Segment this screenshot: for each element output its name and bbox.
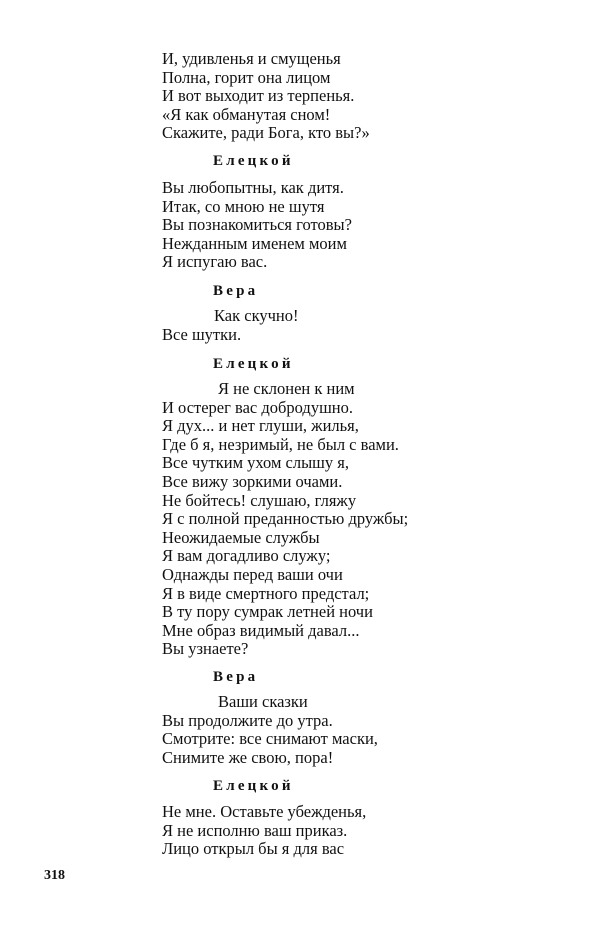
verse-line: Не мне. Оставьте убежденья, [162,802,367,821]
verse-stanza [162,693,378,767]
verse-line: Неожидаемые службы [162,527,320,547]
speaker-name: Елецкой [213,356,294,372]
verse-line: Однажды перед ваши очи [162,564,343,584]
speaker-name: Елецкой [213,778,294,794]
speaker-name: Вера [213,669,259,685]
verse-line: Ваши сказки [218,692,308,711]
verse-line: Вы любопытны, как дитя. [162,178,344,197]
verse-line: Все шутки. [162,324,242,344]
speaker-name: Елецкой [213,153,294,169]
verse-line: Как скучно! [214,306,299,325]
verse-line: Вы продолжите до утра. [162,710,333,730]
verse-line: Все вижу зоркими очами. [162,471,343,491]
verse-stanza [162,50,370,143]
verse-line: И, удивленья и смущенья [162,49,341,68]
verse-line: Снимите же свою, пора! [162,747,334,767]
verse-line: Я не склонен к ним [218,379,355,398]
speaker-name: Вера [213,283,259,299]
verse-line: Я дух... и нет глуши, жилья, [162,416,359,436]
verse-line: Скажите, ради Бога, кто вы?» [162,123,370,143]
verse-stanza [162,380,408,659]
verse-stanza [162,179,352,272]
verse-line: Я в виде смертного предстал; [162,583,370,603]
verse-line: Я испугаю вас. [162,252,268,272]
verse-line: И вот выходит из терпенья. [162,86,355,106]
verse-line: Я с полной преданностью дружбы; [162,509,409,529]
verse-line: Все чутким ухом слышу я, [162,453,349,473]
verse-line: «Я как обманутая сном! [162,104,331,124]
verse-line: Нежданным именем моим [162,233,347,253]
verse-line: Я не исполню ваш приказ. [162,820,348,840]
verse-line: Где б я, незримый, не был с вами. [162,434,399,454]
verse-line: Вы узнаете? [162,639,249,659]
verse-line: Не бойтесь! слушаю, гляжу [162,490,357,510]
verse-line: Смотрите: все снимают маски, [162,729,378,749]
verse-line: Мне образ видимый давал... [162,620,360,640]
verse-stanza [162,803,366,859]
verse-line: Я вам догадливо служу; [162,546,331,566]
verse-line: Вы познакомиться готовы? [162,215,352,235]
verse-line: В ту пору сумрак летней ночи [162,602,373,622]
verse-line: Полна, горит она лицом [162,67,331,87]
page-number: 318 [44,868,65,883]
verse-line: Итак, со мною не шутя [162,196,325,216]
verse-line: Лицо открыл бы я для вас [162,839,345,859]
verse-line: И остерег вас добродушно. [162,397,353,417]
verse-stanza [162,307,298,344]
